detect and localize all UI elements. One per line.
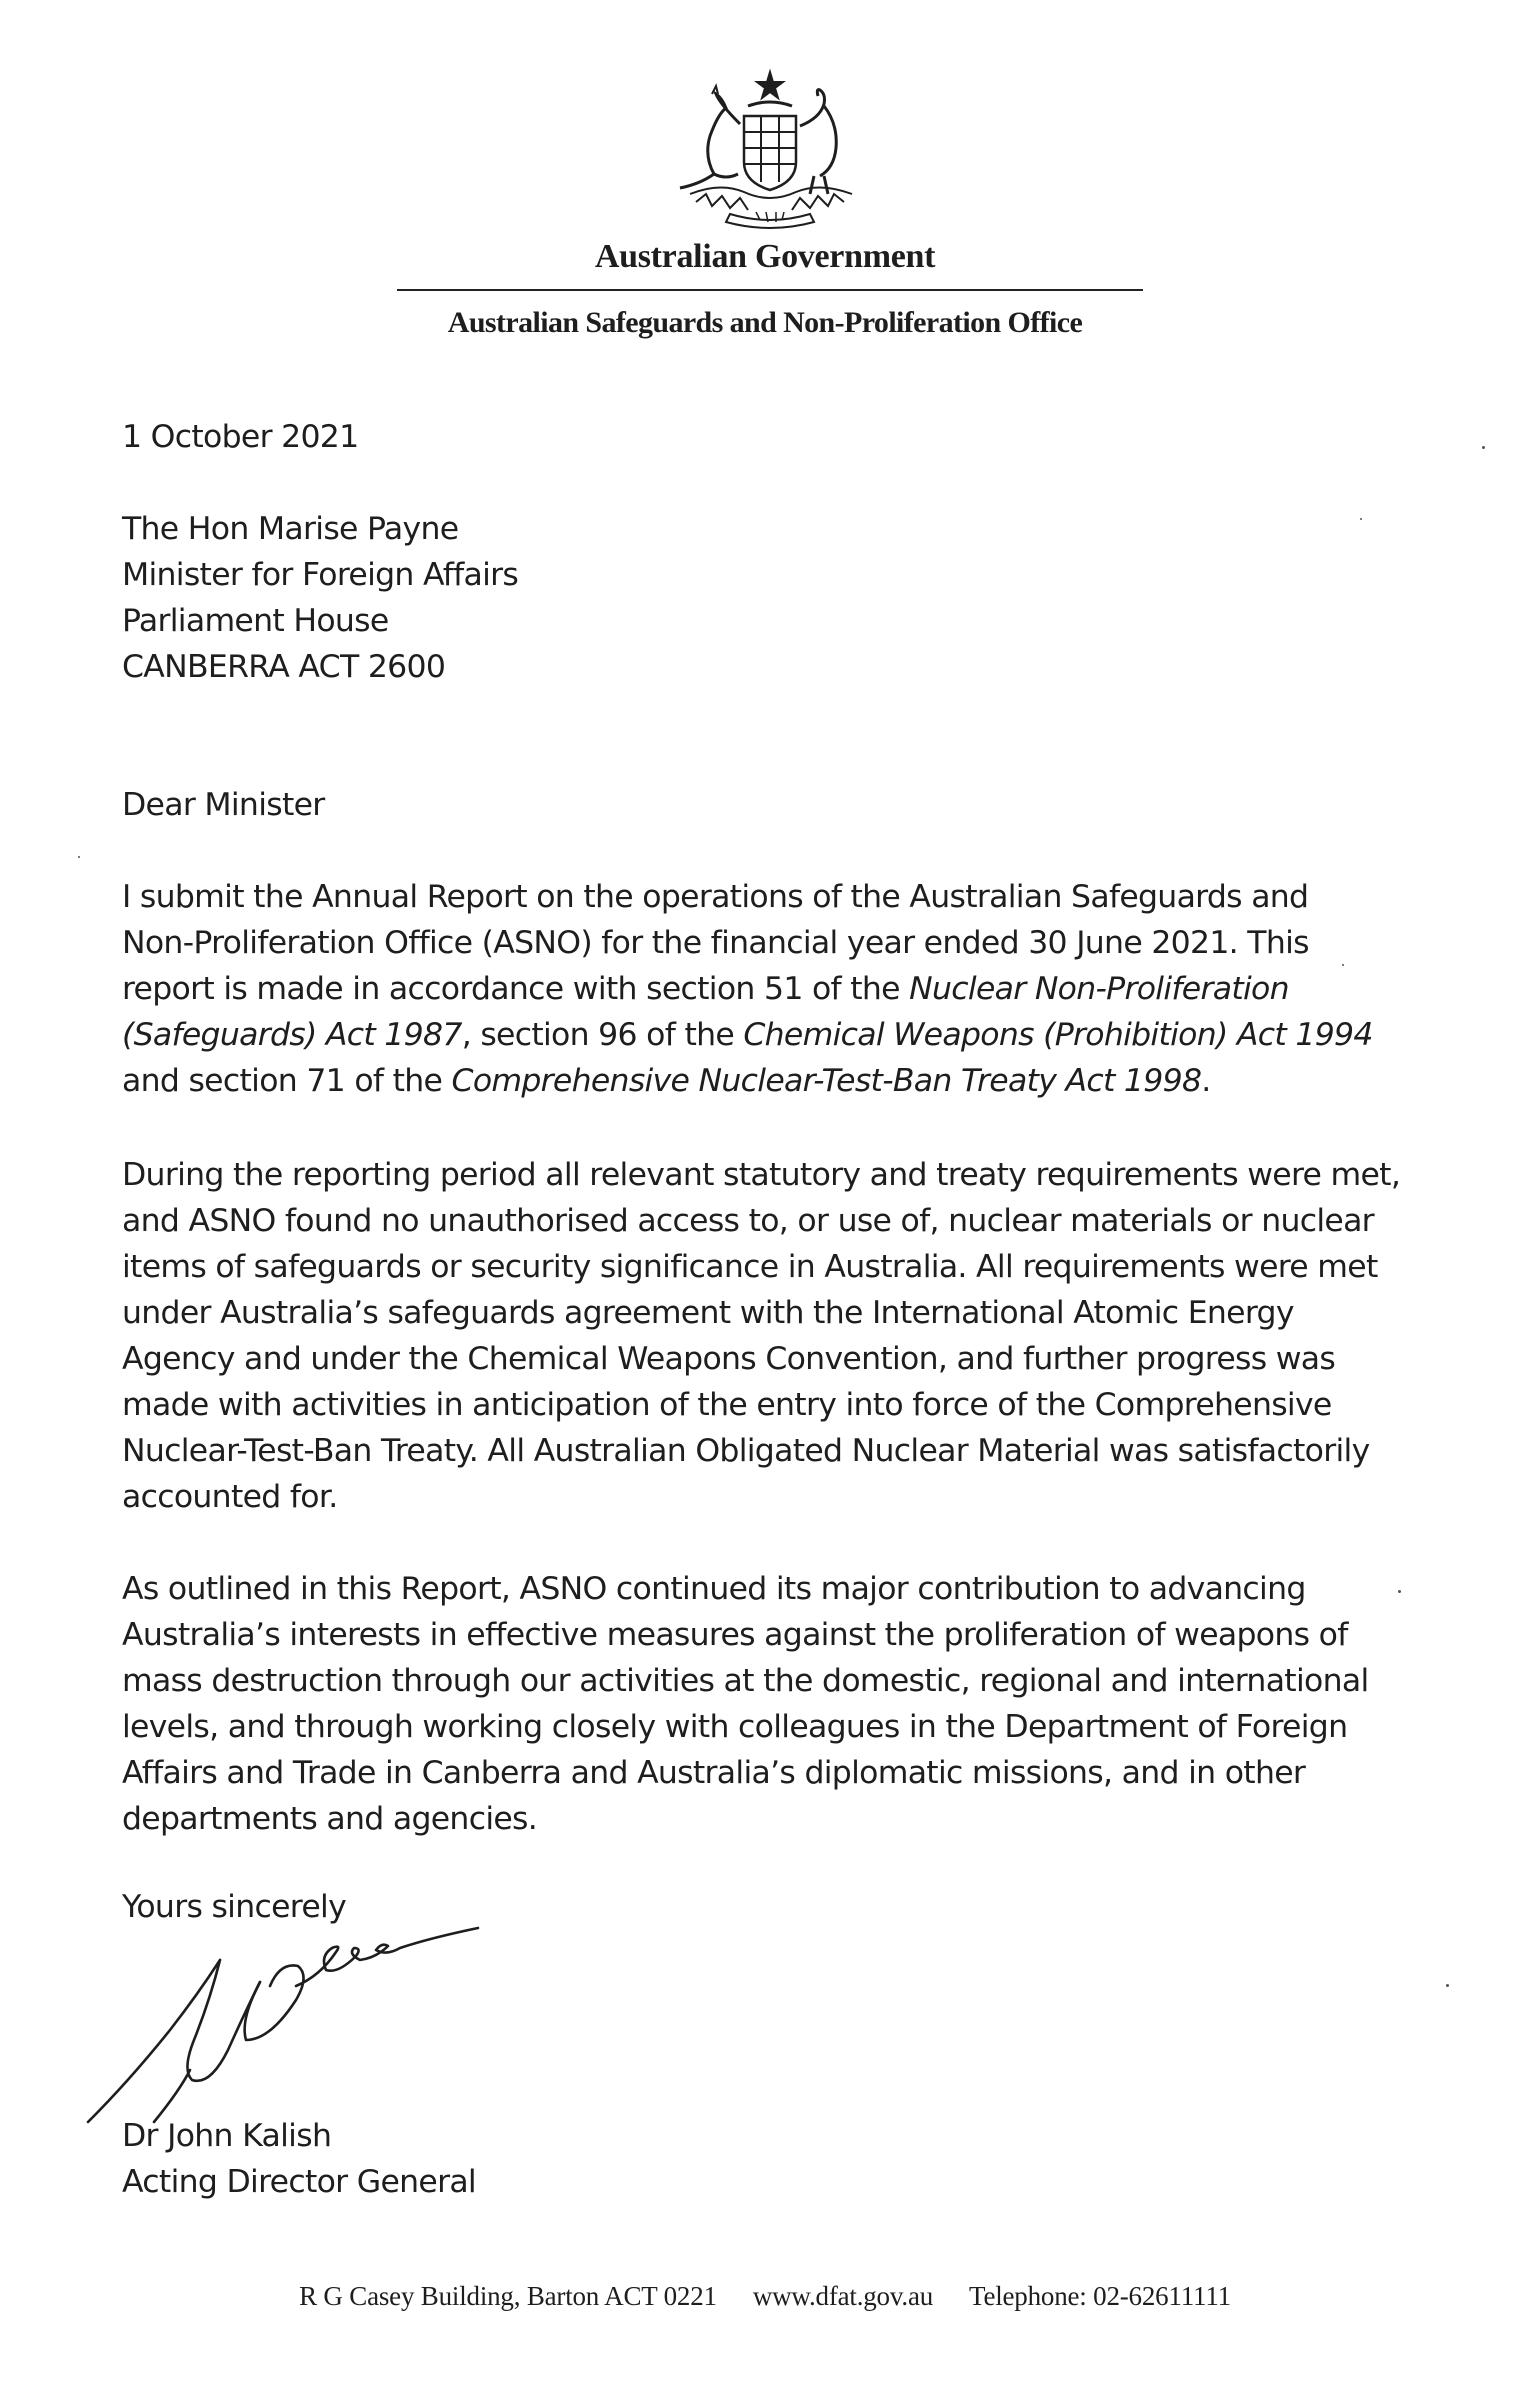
paragraph-line: As outlined in this Report, ASNO continued its major contribution to advancing <box>122 1571 1306 1607</box>
paragraph-2 <box>122 1152 1422 1520</box>
salutation: Dear Minister <box>122 787 325 823</box>
act-title: Comprehensive Nuclear-Test-Ban Treaty Act 1998 <box>451 1063 1202 1099</box>
recipient-building: Parliament House <box>122 603 389 639</box>
signatory-block <box>122 2113 1422 2205</box>
paragraph-line: accounted for. <box>122 1479 338 1515</box>
paragraph-line: Australia’s interests in effective measures against the proliferation of weapons of <box>122 1617 1348 1653</box>
paragraph-line: Affairs and Trade in Canberra and Australia’s diplomatic missions, and in other <box>122 1755 1306 1791</box>
text-run: , section 96 of the <box>461 1017 744 1053</box>
paragraph-line: Non-Proliferation Office (ASNO) for the financial year ended 30 June 2021. This <box>122 925 1309 961</box>
coat-of-arms-icon <box>660 64 880 234</box>
scan-speck <box>1342 964 1344 966</box>
closing: Yours sincerely <box>122 1889 347 1925</box>
paragraph-line: items of safeguards or security significance in Australia. All requirements were met <box>122 1249 1378 1285</box>
paragraph-3 <box>122 1566 1422 1842</box>
paragraph-line <box>122 966 1422 1012</box>
paragraph-line: departments and agencies. <box>122 1801 538 1837</box>
paragraph-line: mass destruction through our activities at the domestic, regional and international <box>122 1663 1369 1699</box>
recipient-address <box>122 506 1422 690</box>
government-title: Australian Government <box>594 238 936 275</box>
footer-telephone: Telephone: 02-62611111 <box>969 2281 1231 2311</box>
scan-speck <box>1360 518 1362 520</box>
paragraph-line: During the reporting period all relevant statutory and treaty requirements were met, <box>122 1157 1401 1193</box>
text-run: . <box>1201 1063 1211 1099</box>
letter-date: 1 October 2021 <box>122 419 359 455</box>
recipient-title: Minister for Foreign Affairs <box>122 557 519 593</box>
footer-address: R G Casey Building, Barton ACT 0221 <box>299 2281 717 2311</box>
text-run: and section 71 of the <box>122 1063 452 1099</box>
signature-icon <box>70 1890 490 2130</box>
scan-speck <box>1446 1984 1449 1987</box>
act-title: Chemical Weapons (Prohibition) Act 1994 <box>743 1017 1373 1053</box>
scan-speck <box>78 856 80 858</box>
act-title: Nuclear Non-Proliferation <box>909 971 1289 1007</box>
scan-speck <box>1482 446 1485 449</box>
header-divider <box>397 289 1143 291</box>
paragraph-line: under Australia’s safeguards agreement with the International Atomic Energy <box>122 1295 1294 1331</box>
footer-website: www.dfat.gov.au <box>752 2281 934 2311</box>
paragraph-line: Nuclear-Test-Ban Treaty. All Australian Obligated Nuclear Material was satisfactorily <box>122 1433 1370 1469</box>
act-title: (Safeguards) Act 1987 <box>122 1017 462 1053</box>
signatory-name: Dr John Kalish <box>122 2118 332 2154</box>
paragraph-line <box>122 1012 1422 1058</box>
paragraph-line: made with activities in anticipation of the entry into force of the Comprehensive <box>122 1387 1332 1423</box>
office-title: Australian Safeguards and Non-Proliferation Office <box>447 306 1083 339</box>
paragraph-1 <box>122 874 1422 1104</box>
paragraph-line: I submit the Annual Report on the operations of the Australian Safeguards and <box>122 879 1309 915</box>
paragraph-line: levels, and through working closely with colleagues in the Department of Foreign <box>122 1709 1348 1745</box>
recipient-city: CANBERRA ACT 2600 <box>122 649 446 685</box>
paragraph-line: and ASNO found no unauthorised access to, or use of, nuclear materials or nuclear <box>122 1203 1374 1239</box>
footer <box>0 2281 1530 2312</box>
scan-speck <box>1398 1590 1401 1593</box>
signatory-title: Acting Director General <box>122 2164 476 2200</box>
text-run: report is made in accordance with section 51 of the <box>122 971 910 1007</box>
paragraph-line: Agency and under the Chemical Weapons Convention, and further progress was <box>122 1341 1336 1377</box>
paragraph-line <box>122 1058 1422 1104</box>
recipient-name: The Hon Marise Payne <box>122 511 459 547</box>
